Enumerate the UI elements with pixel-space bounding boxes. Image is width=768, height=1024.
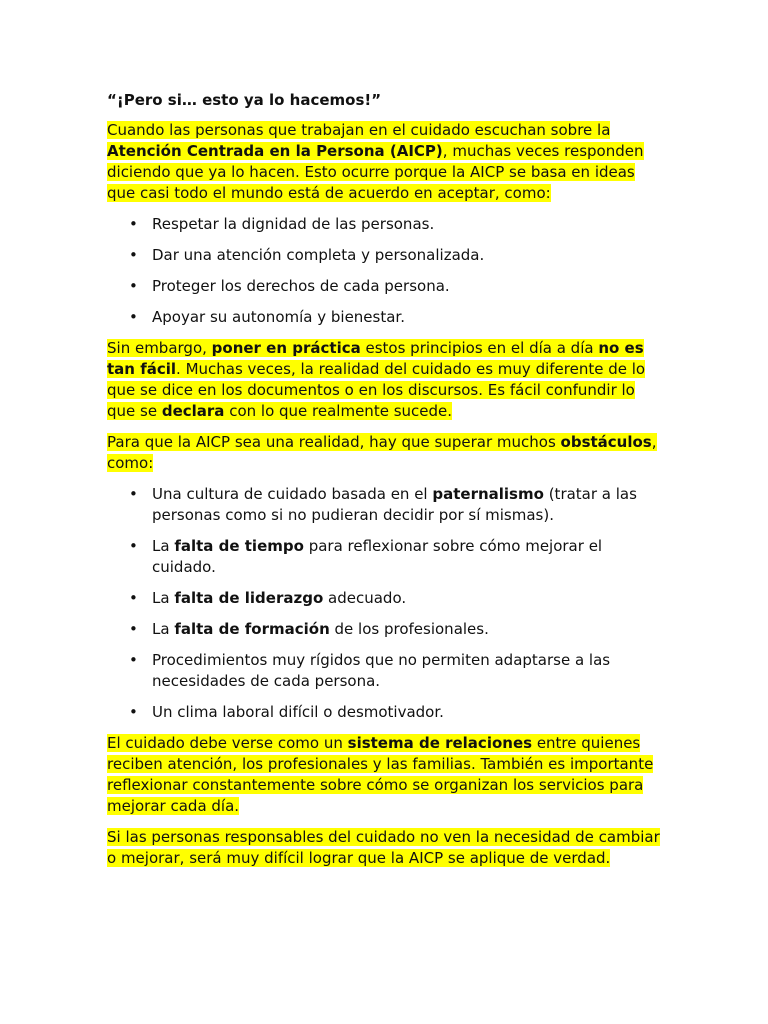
bold-term: obstáculos <box>560 433 652 451</box>
text-run: , muchas veces responden diciendo que ya lo hacen. Esto ocurre porque la AICP se basa en ideas que casi todo el mundo está de acuerdo en aceptar, como: <box>107 142 644 202</box>
highlighted-text <box>107 433 657 472</box>
bullet-icon: • <box>129 308 138 326</box>
list-item <box>107 214 667 235</box>
bullet-icon: • <box>129 537 138 555</box>
highlighted-text <box>107 734 653 815</box>
list-item <box>107 245 667 266</box>
obstacles-list <box>107 484 667 723</box>
text-run: (tratar a las personas como si no pudieran decidir por sí mismas). <box>152 485 637 524</box>
bold-term: falta de formación <box>174 620 330 638</box>
bold-term-aicp: Atención Centrada en la Persona (AICP) <box>107 142 443 160</box>
document-title: “¡Pero si… esto ya lo hacemos!” <box>107 91 382 109</box>
text-run: entre quienes reciben atención, los profesionales y las familias. También es importante reflexionar constantemente sobre cómo se organizan los servicios para mejorar cada día. <box>107 734 654 815</box>
list-item <box>107 650 667 692</box>
list-item <box>107 619 667 640</box>
list-item <box>107 588 667 609</box>
intro-paragraph <box>107 120 667 204</box>
list-item <box>107 702 667 723</box>
obstacles-paragraph <box>107 432 667 474</box>
text-run: estos principios en el día a día <box>360 339 599 357</box>
document-page <box>107 90 667 879</box>
principles-list <box>107 214 667 328</box>
bullet-icon: • <box>129 703 138 721</box>
practice-paragraph <box>107 338 667 422</box>
list-item <box>107 484 667 526</box>
bold-term: falta de liderazgo <box>174 589 324 607</box>
list-item-text: Un clima laboral difícil o desmotivador. <box>152 703 444 721</box>
list-item-text: Dar una atención completa y personalizada. <box>152 246 485 264</box>
text-run: Sin embargo, <box>107 339 212 357</box>
text-run: con lo que realmente sucede. <box>224 402 453 420</box>
relations-paragraph <box>107 733 667 817</box>
bold-term: falta de tiempo <box>174 537 304 555</box>
bold-term: declara <box>161 402 225 420</box>
bullet-icon: • <box>129 651 138 669</box>
text-run: , como: <box>107 433 657 472</box>
list-item <box>107 536 667 578</box>
highlighted-text <box>107 121 644 202</box>
text-run: Si las personas responsables del cuidado no ven la necesidad de cambiar o mejorar, será muy difícil lograr que la AICP se aplique de verdad. <box>107 828 660 867</box>
closing-paragraph <box>107 827 667 869</box>
text-run: Una cultura de cuidado basada en el <box>152 485 433 503</box>
text-run: La <box>152 620 175 638</box>
bold-term: paternalismo <box>432 485 544 503</box>
highlighted-text <box>107 339 645 420</box>
highlighted-text <box>107 828 660 867</box>
list-item-text: Apoyar su autonomía y bienestar. <box>152 308 405 326</box>
bold-term: sistema de relaciones <box>347 734 533 752</box>
text-run: de los profesionales. <box>329 620 489 638</box>
list-item <box>107 307 667 328</box>
text-run: Para que la AICP sea una realidad, hay que superar muchos <box>107 433 561 451</box>
bullet-icon: • <box>129 215 138 233</box>
bullet-icon: • <box>129 620 138 638</box>
text-run: La <box>152 537 175 555</box>
bold-term: no es tan fácil <box>107 339 644 378</box>
bullet-icon: • <box>129 246 138 264</box>
bullet-icon: • <box>129 589 138 607</box>
text-run: . Muchas veces, la realidad del cuidado es muy diferente de lo que se dice en los documentos o en los discursos. Es fácil confundir lo que se <box>107 360 646 420</box>
list-item-text: Respetar la dignidad de las personas. <box>152 215 435 233</box>
bold-term: poner en práctica <box>211 339 361 357</box>
text-run: El cuidado debe verse como un <box>107 734 348 752</box>
bullet-icon: • <box>129 277 138 295</box>
text-run: adecuado. <box>323 589 407 607</box>
text-run: para reflexionar sobre cómo mejorar el cuidado. <box>152 537 603 576</box>
list-item-text: Procedimientos muy rígidos que no permiten adaptarse a las necesidades de cada persona. <box>152 651 611 690</box>
list-item <box>107 276 667 297</box>
bullet-icon: • <box>129 485 138 503</box>
list-item-text: Proteger los derechos de cada persona. <box>152 277 450 295</box>
text-run: Cuando las personas que trabajan en el cuidado escuchan sobre la <box>107 121 611 139</box>
text-run: La <box>152 589 175 607</box>
